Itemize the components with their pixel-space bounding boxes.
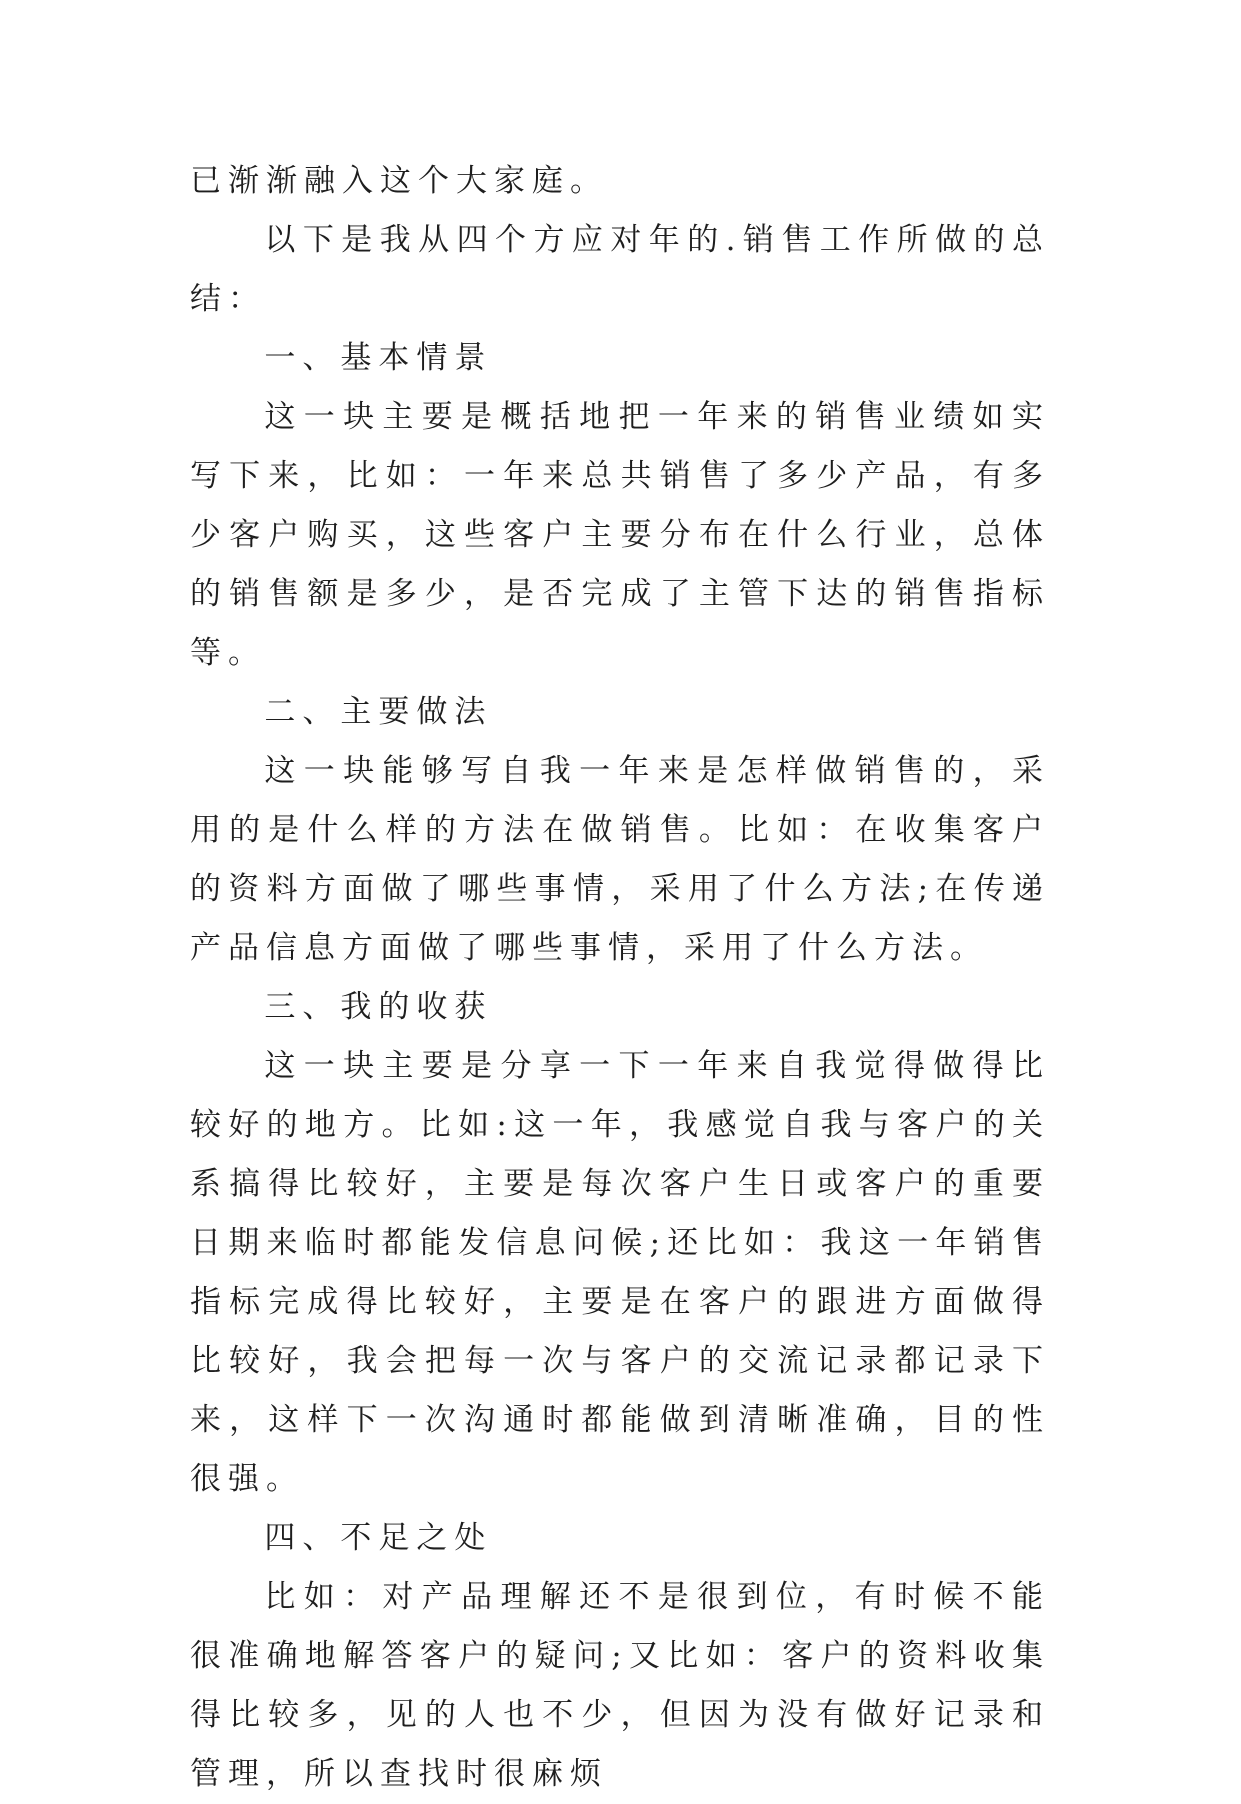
paragraph-section-1: 这一块主要是概括地把一年来的销售业绩如实写下来，比如：一年来总共销售了多少产品，有多少客户购买，这些客户主要分布在什么行业，总体的销售额是多少，是否完成了主管下达的销售指标等。	[190, 399, 1050, 671]
paragraph-continuation: 已渐渐融入这个大家庭。	[190, 163, 608, 199]
paragraph-section-4: 比如：对产品理解还不是很到位，有时候不能很准确地解答客户的疑问;又比如：客户的资料收集得比较多，见的人也不少，但因为没有做好记录和管理，所以查找时很麻烦	[190, 1579, 1050, 1792]
section-heading-3: 三、我的收获	[264, 989, 493, 1025]
section-heading-2: 二、主要做法	[264, 694, 493, 730]
section-heading-4: 四、不足之处	[264, 1520, 493, 1556]
document-body	[190, 152, 1050, 1804]
paragraph-section-2: 这一块能够写自我一年来是怎样做销售的，采用的是什么样的方法在做销售。比如：在收集客户的资料方面做了哪些事情，采用了什么方法;在传递产品信息方面做了哪些事情，采用了什么方法。	[190, 753, 1050, 966]
paragraph-intro: 以下是我从四个方应对年的.销售工作所做的总结：	[190, 222, 1050, 317]
section-heading-1: 一、基本情景	[264, 340, 493, 376]
paragraph-section-3: 这一块主要是分享一下一年来自我觉得做得比较好的地方。比如:这一年，我感觉自我与客户的关系搞得比较好，主要是每次客户生日或客户的重要日期来临时都能发信息问候;还比如：我这一年销售指标完成得比较好，主要是在客户的跟进方面做得比较好，我会把每一次与客户的交流记录都记录下来，这样下一次沟通时都能做到清晰准确，目的性很强。	[190, 1048, 1050, 1497]
